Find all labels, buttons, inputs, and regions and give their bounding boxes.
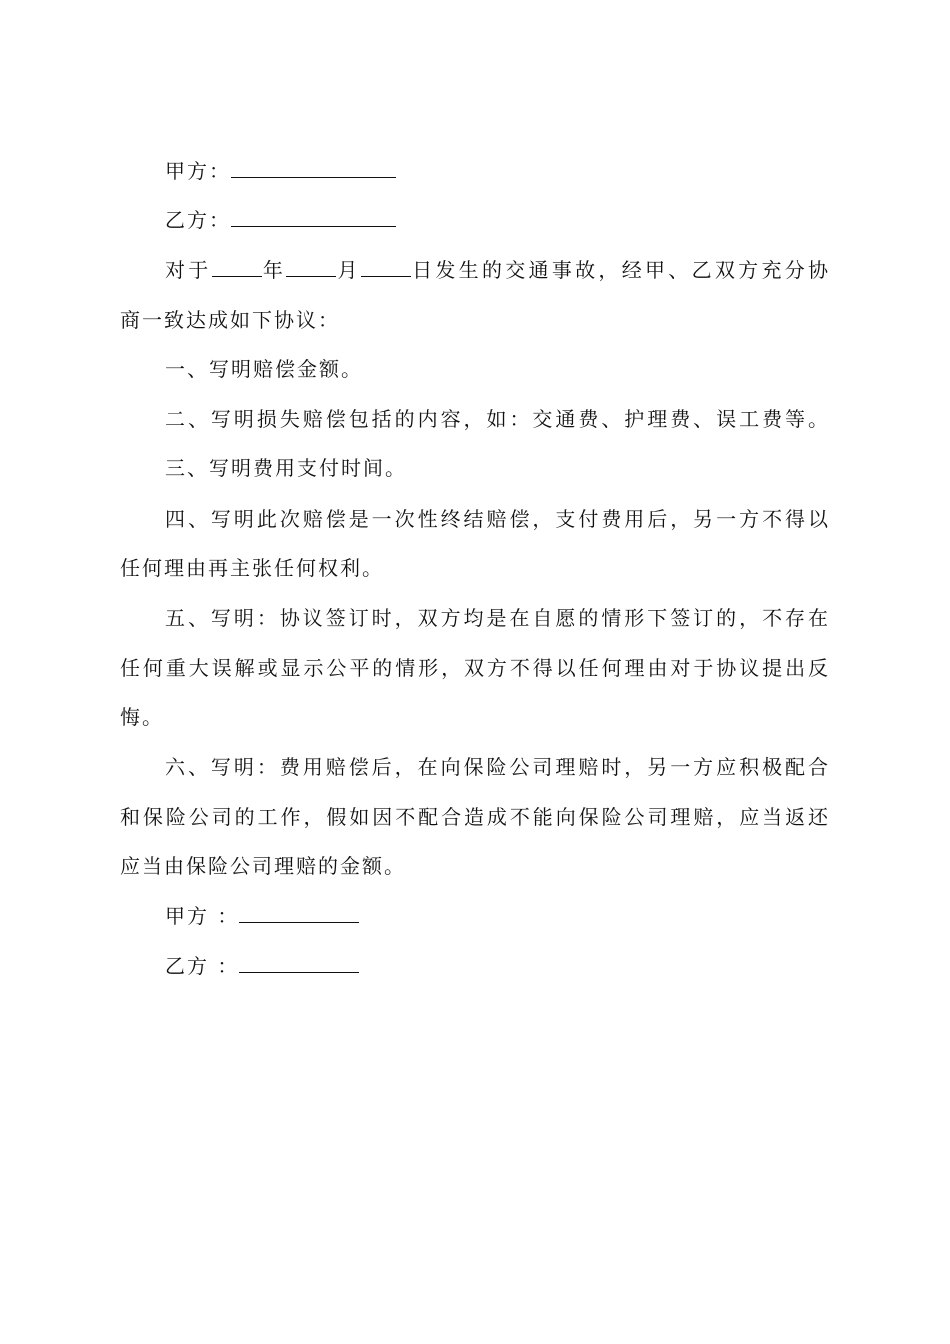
clause-5-line-2: 任何重大误解或显示公平的情形，双方不得以任何理由对于协议提出反 [120,656,830,680]
clause-6-line-3: 应当由保险公司理赔的金额。 [120,854,406,878]
party-b-line [120,195,830,245]
clause-2: 二、写明损失赔偿包括的内容，如：交通费、护理费、误工费等。 [165,407,830,431]
party-a-blank [231,163,396,178]
party-a-sign-blank [239,908,359,923]
party-a-sign-label: 甲方 ： [165,904,240,928]
clause-6-line-2: 和保险公司的工作，假如因不配合造成不能向保险公司理赔，应当返还 [120,805,830,829]
party-b-sign-label: 乙方 ： [165,954,240,978]
party-a-sign-line [120,891,830,941]
intro-month: 月 [336,258,361,282]
day-blank [361,262,411,277]
intro-rest: 日发生的交通事故，经甲、乙双方充分协 [410,258,831,282]
party-a-label: 甲方： [165,159,231,183]
clause-1: 一、写明赔偿金额。 [165,357,363,381]
party-b-label: 乙方： [165,208,231,232]
year-blank [212,262,262,277]
clause-4-line-1: 四、写明此次赔偿是一次性终结赔偿，支付费用后，另一方不得以 [165,507,830,531]
intro-prefix: 对于 [165,258,212,282]
party-b-blank [231,212,396,227]
clause-5-line-3: 悔。 [120,705,164,729]
intro-line-1 [120,245,830,295]
clause-5-line-1: 五、写明：协议签订时，双方均是在自愿的情形下签订的，不存在 [165,606,830,630]
clause-6-line-1: 六、写明：费用赔偿后，在向保险公司理赔时，另一方应积极配合 [165,755,830,779]
clause-4-line-2: 任何理由再主张任何权利。 [120,556,384,580]
intro-year: 年 [261,258,287,282]
intro-line-2: 商一致达成如下协议： [120,308,340,332]
month-blank [286,262,336,277]
party-b-sign-line [120,941,830,991]
clause-3: 三、写明费用支付时间。 [165,456,407,480]
party-a-line [120,146,830,196]
party-b-sign-blank [239,958,359,973]
